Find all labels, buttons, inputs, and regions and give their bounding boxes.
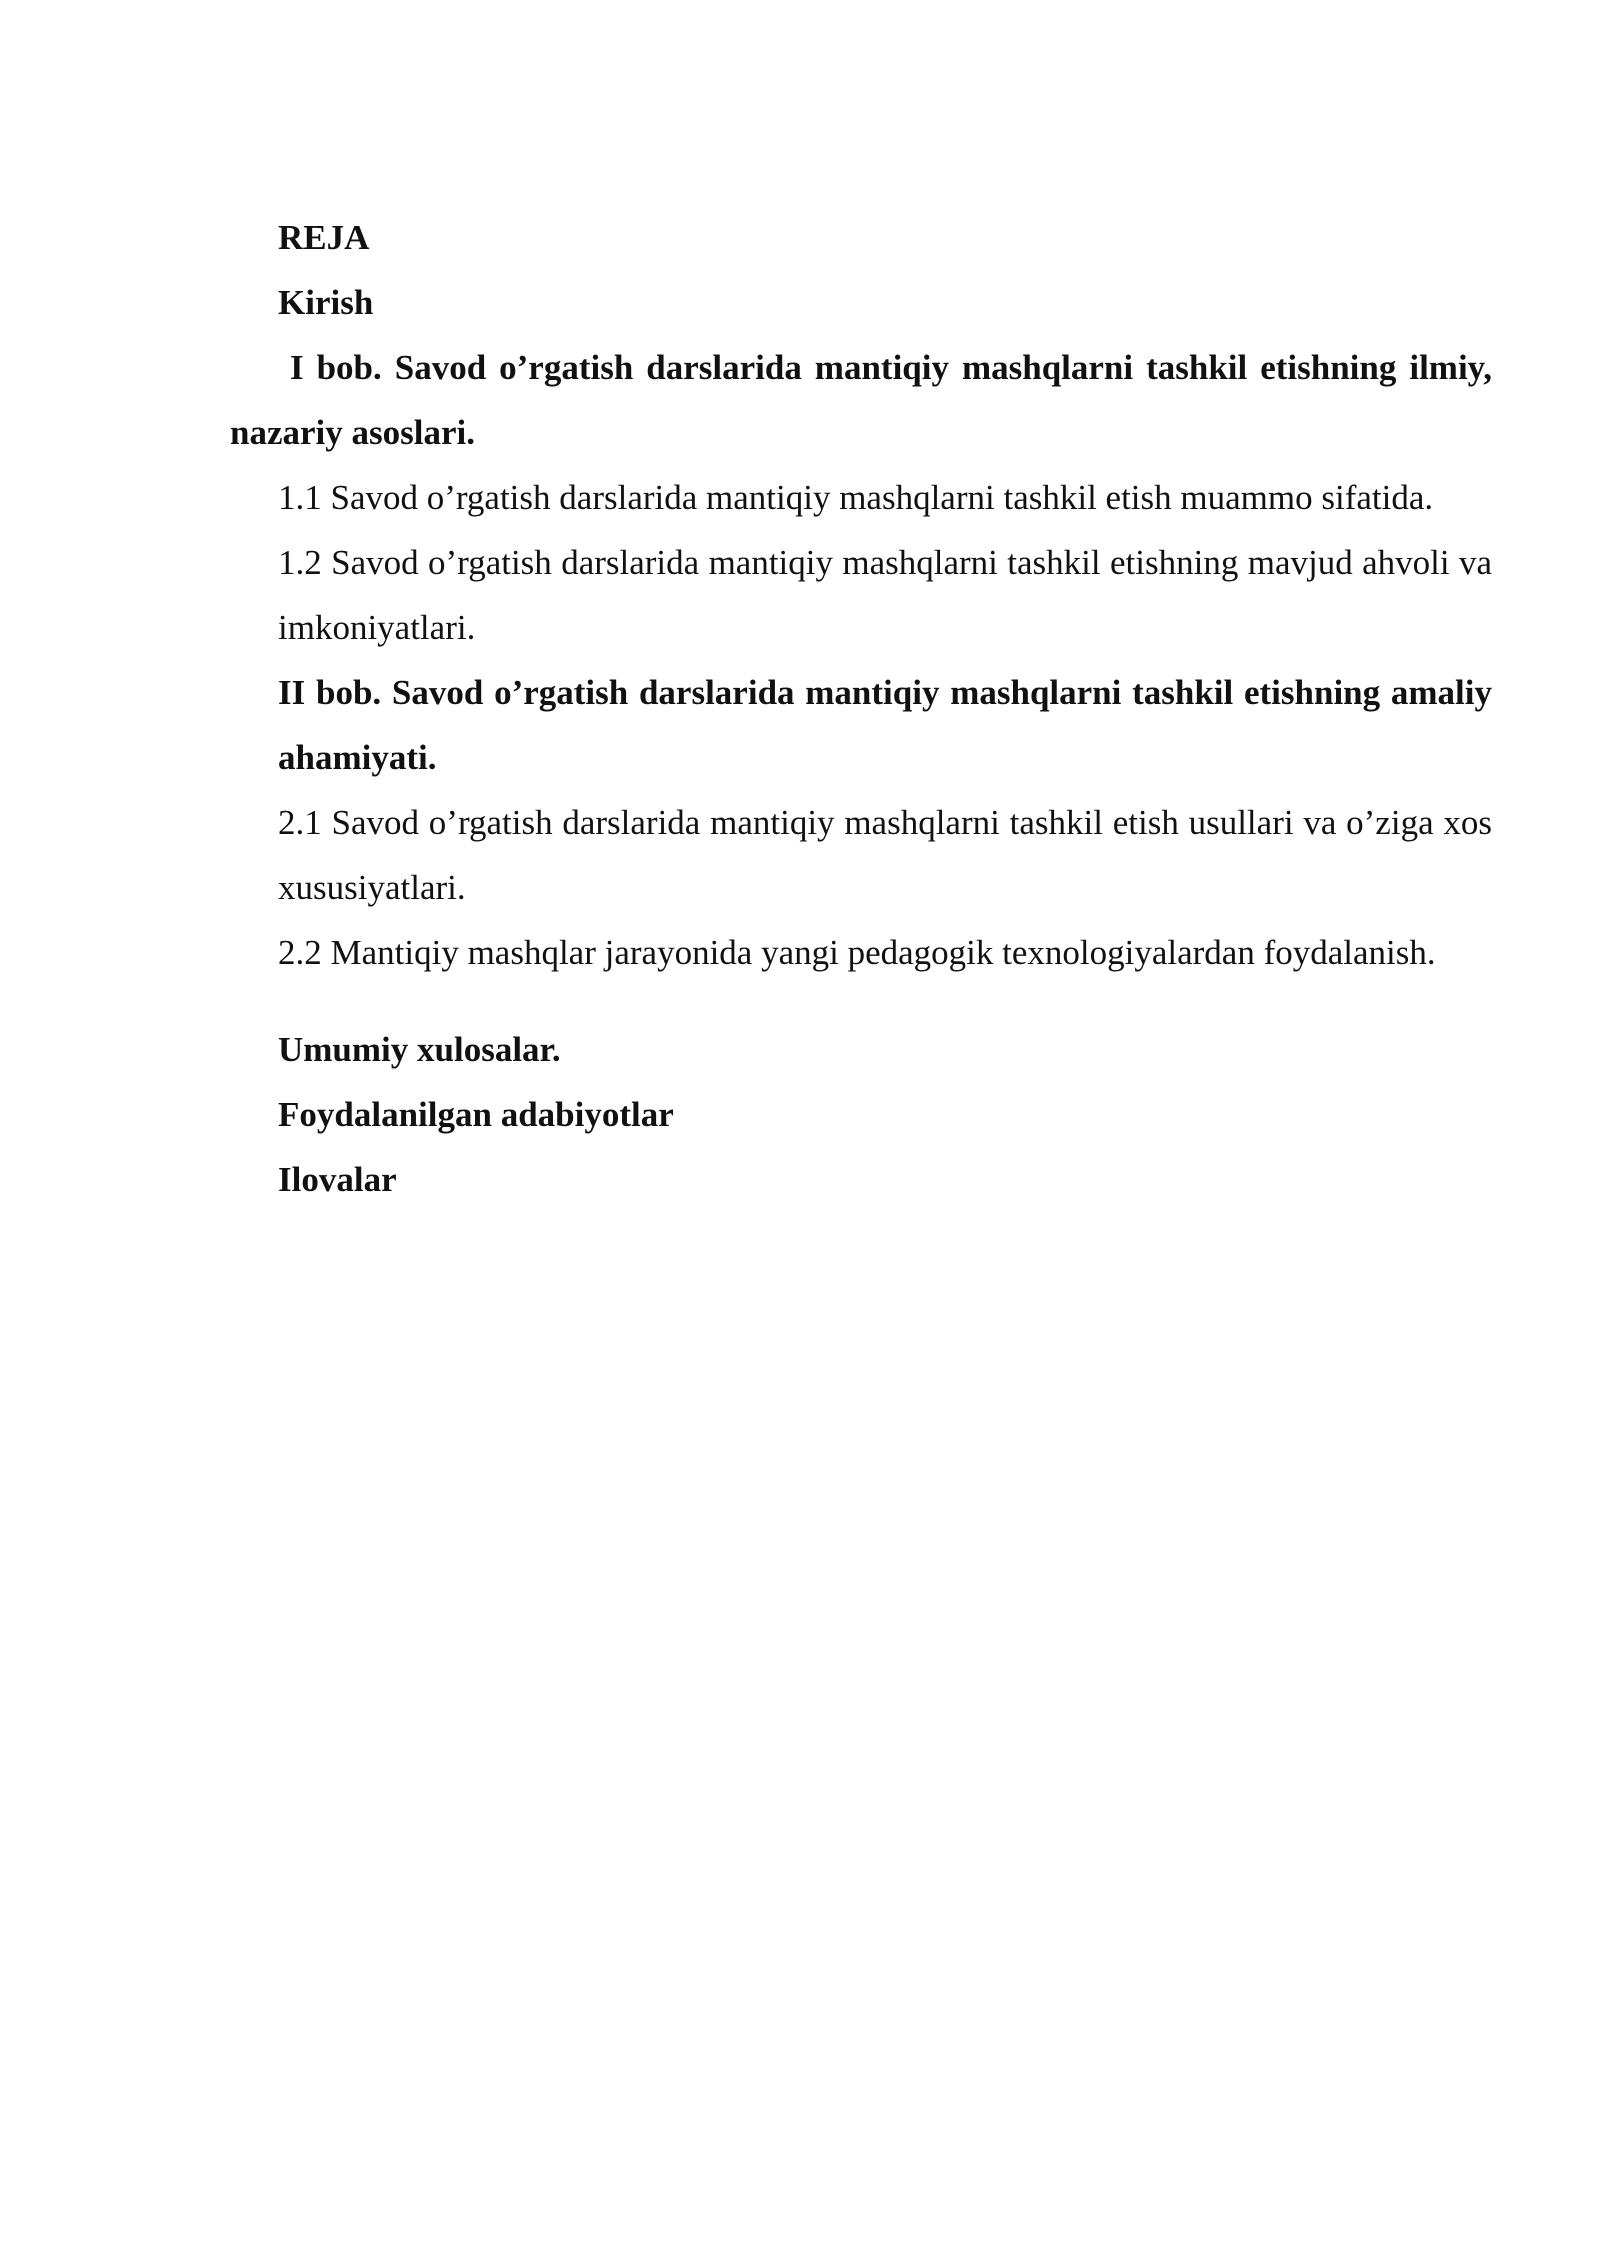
intro-item: Kirish: [278, 283, 374, 322]
section-2-2: 2.2 Mantiqiy mashqlar jarayonida yangi pedagogik texnologiyalardan foydalanish.: [278, 933, 1436, 972]
references-item: Foydalanilgan adabiyotlar: [278, 1095, 674, 1134]
table-of-contents: [230, 205, 1492, 1212]
chapter-1-title: I bob. Savod o’rgatish darslarida mantiqiy mashqlarni tashkil etishning ilmiy, nazariy asoslari.: [230, 348, 1492, 452]
conclusion-item: Umumiy xulosalar.: [278, 1030, 561, 1069]
chapter-2-title: II bob. Savod o’rgatish darslarida mantiqiy mashqlarni tashkil etishning amaliy ahamiyati.: [278, 673, 1492, 777]
section-1-1: 1.1 Savod o’rgatish darslarida mantiqiy mashqlarni tashkil etish muammo sifatida.: [278, 478, 1434, 517]
reja-heading: REJA: [278, 218, 370, 257]
section-2-1: 2.1 Savod o’rgatish darslarida mantiqiy mashqlarni tashkil etish usullari va o’ziga xos xususiyatlari.: [278, 803, 1492, 907]
section-1-2: 1.2 Savod o’rgatish darslarida mantiqiy mashqlarni tashkil etishning mavjud ahvoli va imkoniyatlari.: [278, 543, 1492, 647]
appendices-item: Ilovalar: [278, 1160, 397, 1199]
